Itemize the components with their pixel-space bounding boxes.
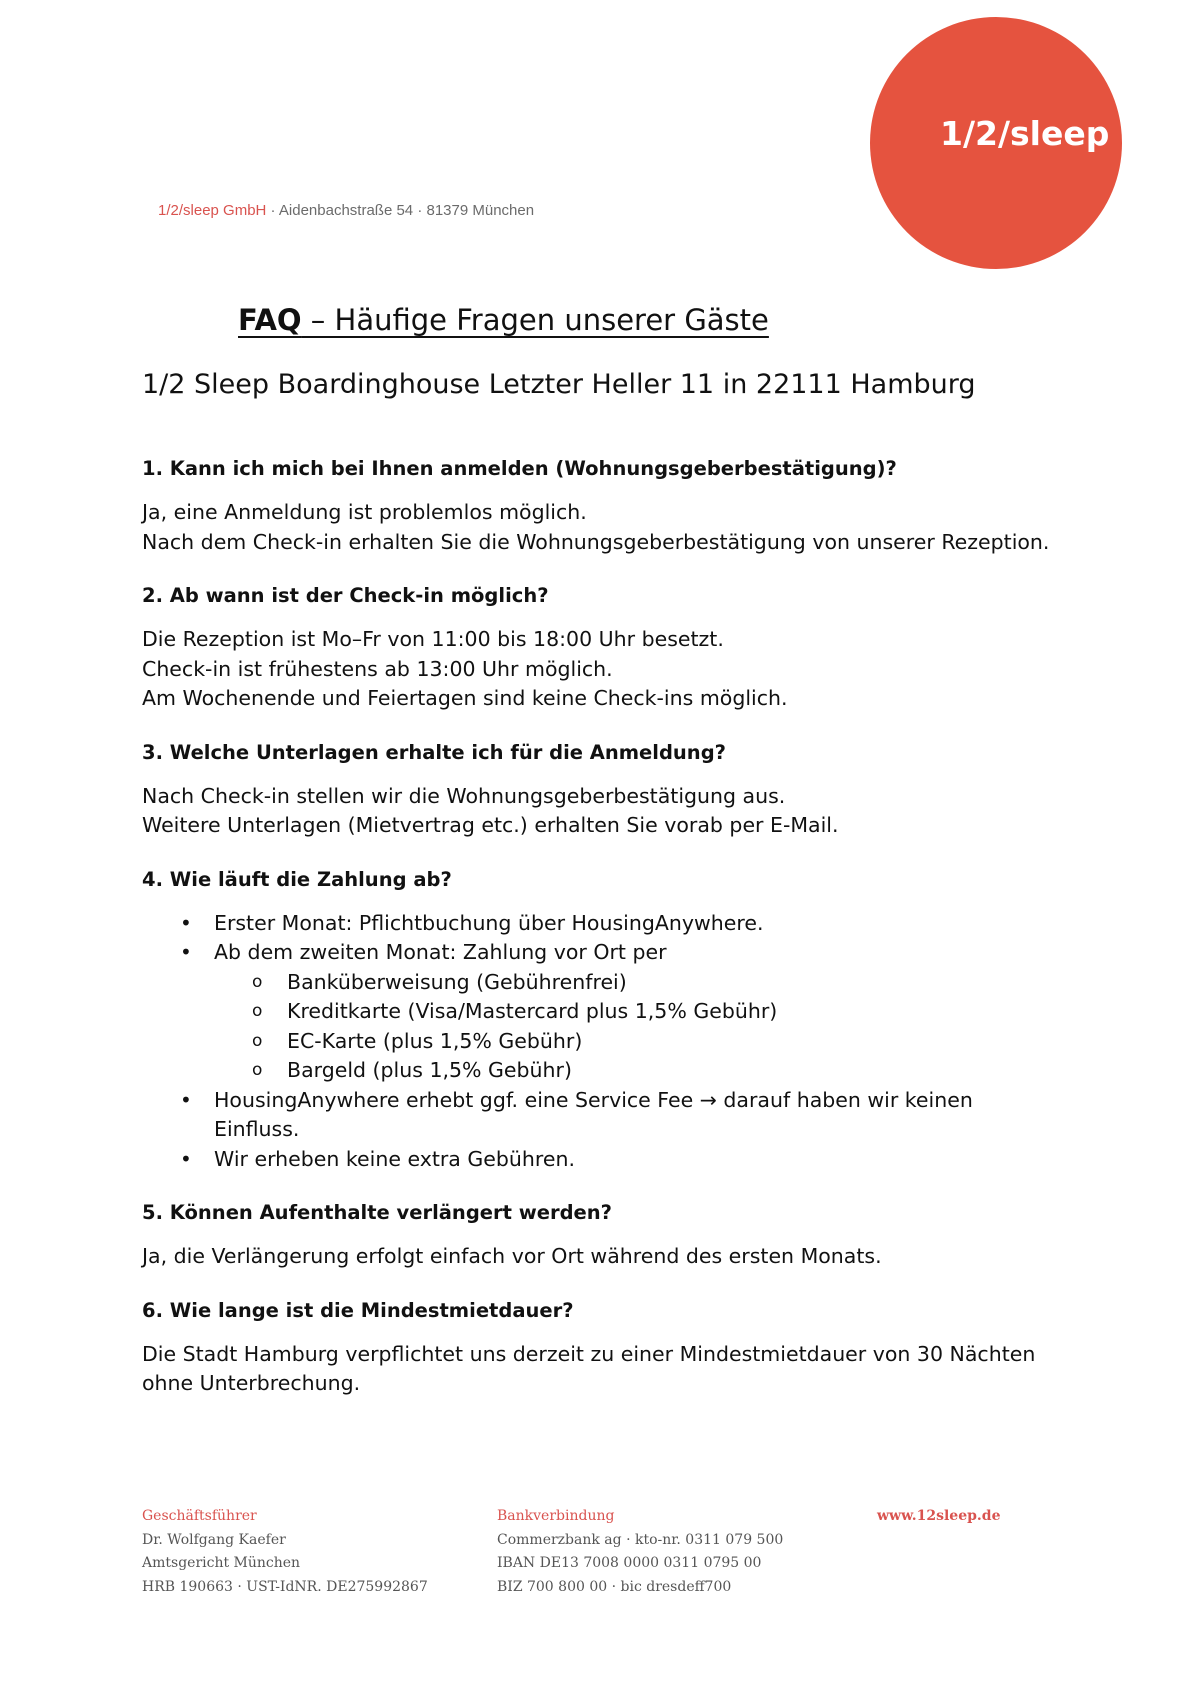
answer-line: Die Stadt Hamburg verpflichtet uns derzeit zu einer Mindestmietdauer von 30 Nächten: [142, 1341, 1036, 1366]
footer-website-link[interactable]: www.12sleep.de: [877, 1508, 1001, 1524]
bullet-icon: •: [180, 940, 192, 964]
answer-line: Ja, die Verlängerung erfolgt einfach vor Ort während des ersten Monats.: [142, 1244, 882, 1268]
circle-bullet-icon: o: [252, 1060, 263, 1080]
answer-line: Nach Check-in stellen wir die Wohnungsgeberbestätigung aus.: [142, 783, 786, 808]
bullet-icon: •: [180, 910, 192, 935]
footer-line: Dr. Wolfgang Kaefer: [142, 1531, 286, 1548]
footer-management: [142, 1505, 428, 1599]
page-title: [238, 303, 769, 337]
faq-content: [142, 456, 1062, 1425]
faq-question: 2. Ab wann ist der Check-in möglich?: [142, 584, 549, 607]
faq-answer: [142, 909, 1062, 1175]
circle-bullet-icon: o: [252, 1030, 263, 1051]
bullet-item: [142, 1145, 1062, 1175]
sub-bullet-item: [142, 1056, 1062, 1086]
sender-line: [158, 202, 534, 219]
bullet-text: Erster Monat: Pflichtbuchung über HousingAnywhere.: [214, 910, 764, 935]
bullet-item: [142, 909, 1062, 939]
sub-bullet-text: Kreditkarte (Visa/Mastercard plus 1,5% Gebühr): [287, 999, 778, 1023]
sub-bullet-list: [142, 968, 1062, 1086]
sub-bullet-text: Bargeld (plus 1,5% Gebühr): [287, 1058, 572, 1082]
circle-bullet-icon: o: [252, 971, 263, 992]
bullet-icon: •: [180, 1087, 192, 1112]
footer-heading: Bankverbindung: [497, 1508, 615, 1524]
sub-bullet-item: [142, 1027, 1062, 1057]
faq-answer: [142, 1340, 1062, 1399]
bullet-item: [142, 1086, 1062, 1145]
sub-bullet-text: EC-Karte (plus 1,5% Gebühr): [287, 1028, 583, 1053]
footer-line: HRB 190663 · UST-IdNR. DE275992867: [142, 1578, 428, 1595]
answer-line: Check-in ist frühestens ab 13:00 Uhr möglich.: [142, 656, 613, 681]
faq-item: [142, 456, 1062, 557]
circle-bullet-icon: o: [252, 1001, 263, 1021]
answer-line: ohne Unterbrechung.: [142, 1371, 361, 1395]
faq-answer: [142, 625, 1062, 714]
bullet-list: [142, 909, 1062, 968]
answer-line: Am Wochenende und Feiertagen sind keine Check-ins möglich.: [142, 686, 788, 710]
footer-bank: [497, 1505, 783, 1599]
faq-item: [142, 1298, 1062, 1399]
faq-question: 5. Können Aufenthalte verlängert werden?: [142, 1201, 612, 1224]
bullet-text: Ab dem zweiten Monat: Zahlung vor Ort per: [214, 940, 667, 964]
answer-line: Weitere Unterlagen (Mietvertrag etc.) erhalten Sie vorab per E-Mail.: [142, 813, 839, 837]
sub-bullet-text: Banküberweisung (Gebührenfrei): [287, 969, 627, 994]
footer-line: IBAN DE13 7008 0000 0311 0795 00: [497, 1555, 762, 1571]
faq-question: 1. Kann ich mich bei Ihnen anmelden (Wohnungsgeberbestätigung)?: [142, 457, 897, 480]
title-bold: FAQ: [238, 303, 302, 337]
faq-item: [142, 740, 1062, 841]
faq-item: [142, 867, 1062, 1175]
logo-text: 1/2/sleep: [940, 114, 1110, 153]
sender-address: · Aidenbachstraße 54 · 81379 München: [266, 202, 535, 219]
answer-line: Die Rezeption ist Mo–Fr von 11:00 bis 18:00 Uhr besetzt.: [142, 627, 724, 651]
bullet-list: [142, 1086, 1062, 1175]
faq-answer: [142, 498, 1062, 557]
bullet-icon: •: [180, 1146, 192, 1171]
faq-item: [142, 583, 1062, 714]
page-subtitle: 1/2 Sleep Boardinghouse Letzter Heller 11 in 22111 Hamburg: [142, 369, 976, 400]
bullet-item: [142, 938, 1062, 968]
sub-bullet-item: [142, 997, 1062, 1027]
footer-line: Commerzbank ag · kto-nr. 0311 079 500: [497, 1531, 784, 1548]
faq-question: 3. Welche Unterlagen erhalte ich für die Anmeldung?: [142, 740, 726, 764]
sub-bullet-item: [142, 968, 1062, 998]
title-rest: – Häufige Fragen unserer Gäste: [301, 303, 769, 337]
bullet-text: HousingAnywhere erhebt ggf. eine Service Fee → darauf haben wir keinen Einfluss.: [214, 1087, 973, 1141]
faq-answer: [142, 1242, 1062, 1272]
faq-question: 6. Wie lange ist die Mindestmietdauer?: [142, 1298, 574, 1322]
faq-question: 4. Wie läuft die Zahlung ab?: [142, 867, 452, 891]
sender-company: 1/2/sleep GmbH: [158, 202, 267, 219]
bullet-text: Wir erheben keine extra Gebühren.: [214, 1146, 575, 1171]
footer-line: BIZ 700 800 00 · bic dresdeff700: [497, 1578, 732, 1595]
footer-heading: Geschäftsführer: [142, 1508, 257, 1524]
answer-line: Ja, eine Anmeldung ist problemlos möglich.: [142, 500, 587, 524]
faq-answer: [142, 782, 1062, 841]
footer-line: Amtsgericht München: [142, 1555, 301, 1571]
answer-line: Nach dem Check-in erhalten Sie die Wohnungsgeberbestätigung von unserer Rezeption.: [142, 529, 1050, 554]
faq-item: [142, 1200, 1062, 1272]
